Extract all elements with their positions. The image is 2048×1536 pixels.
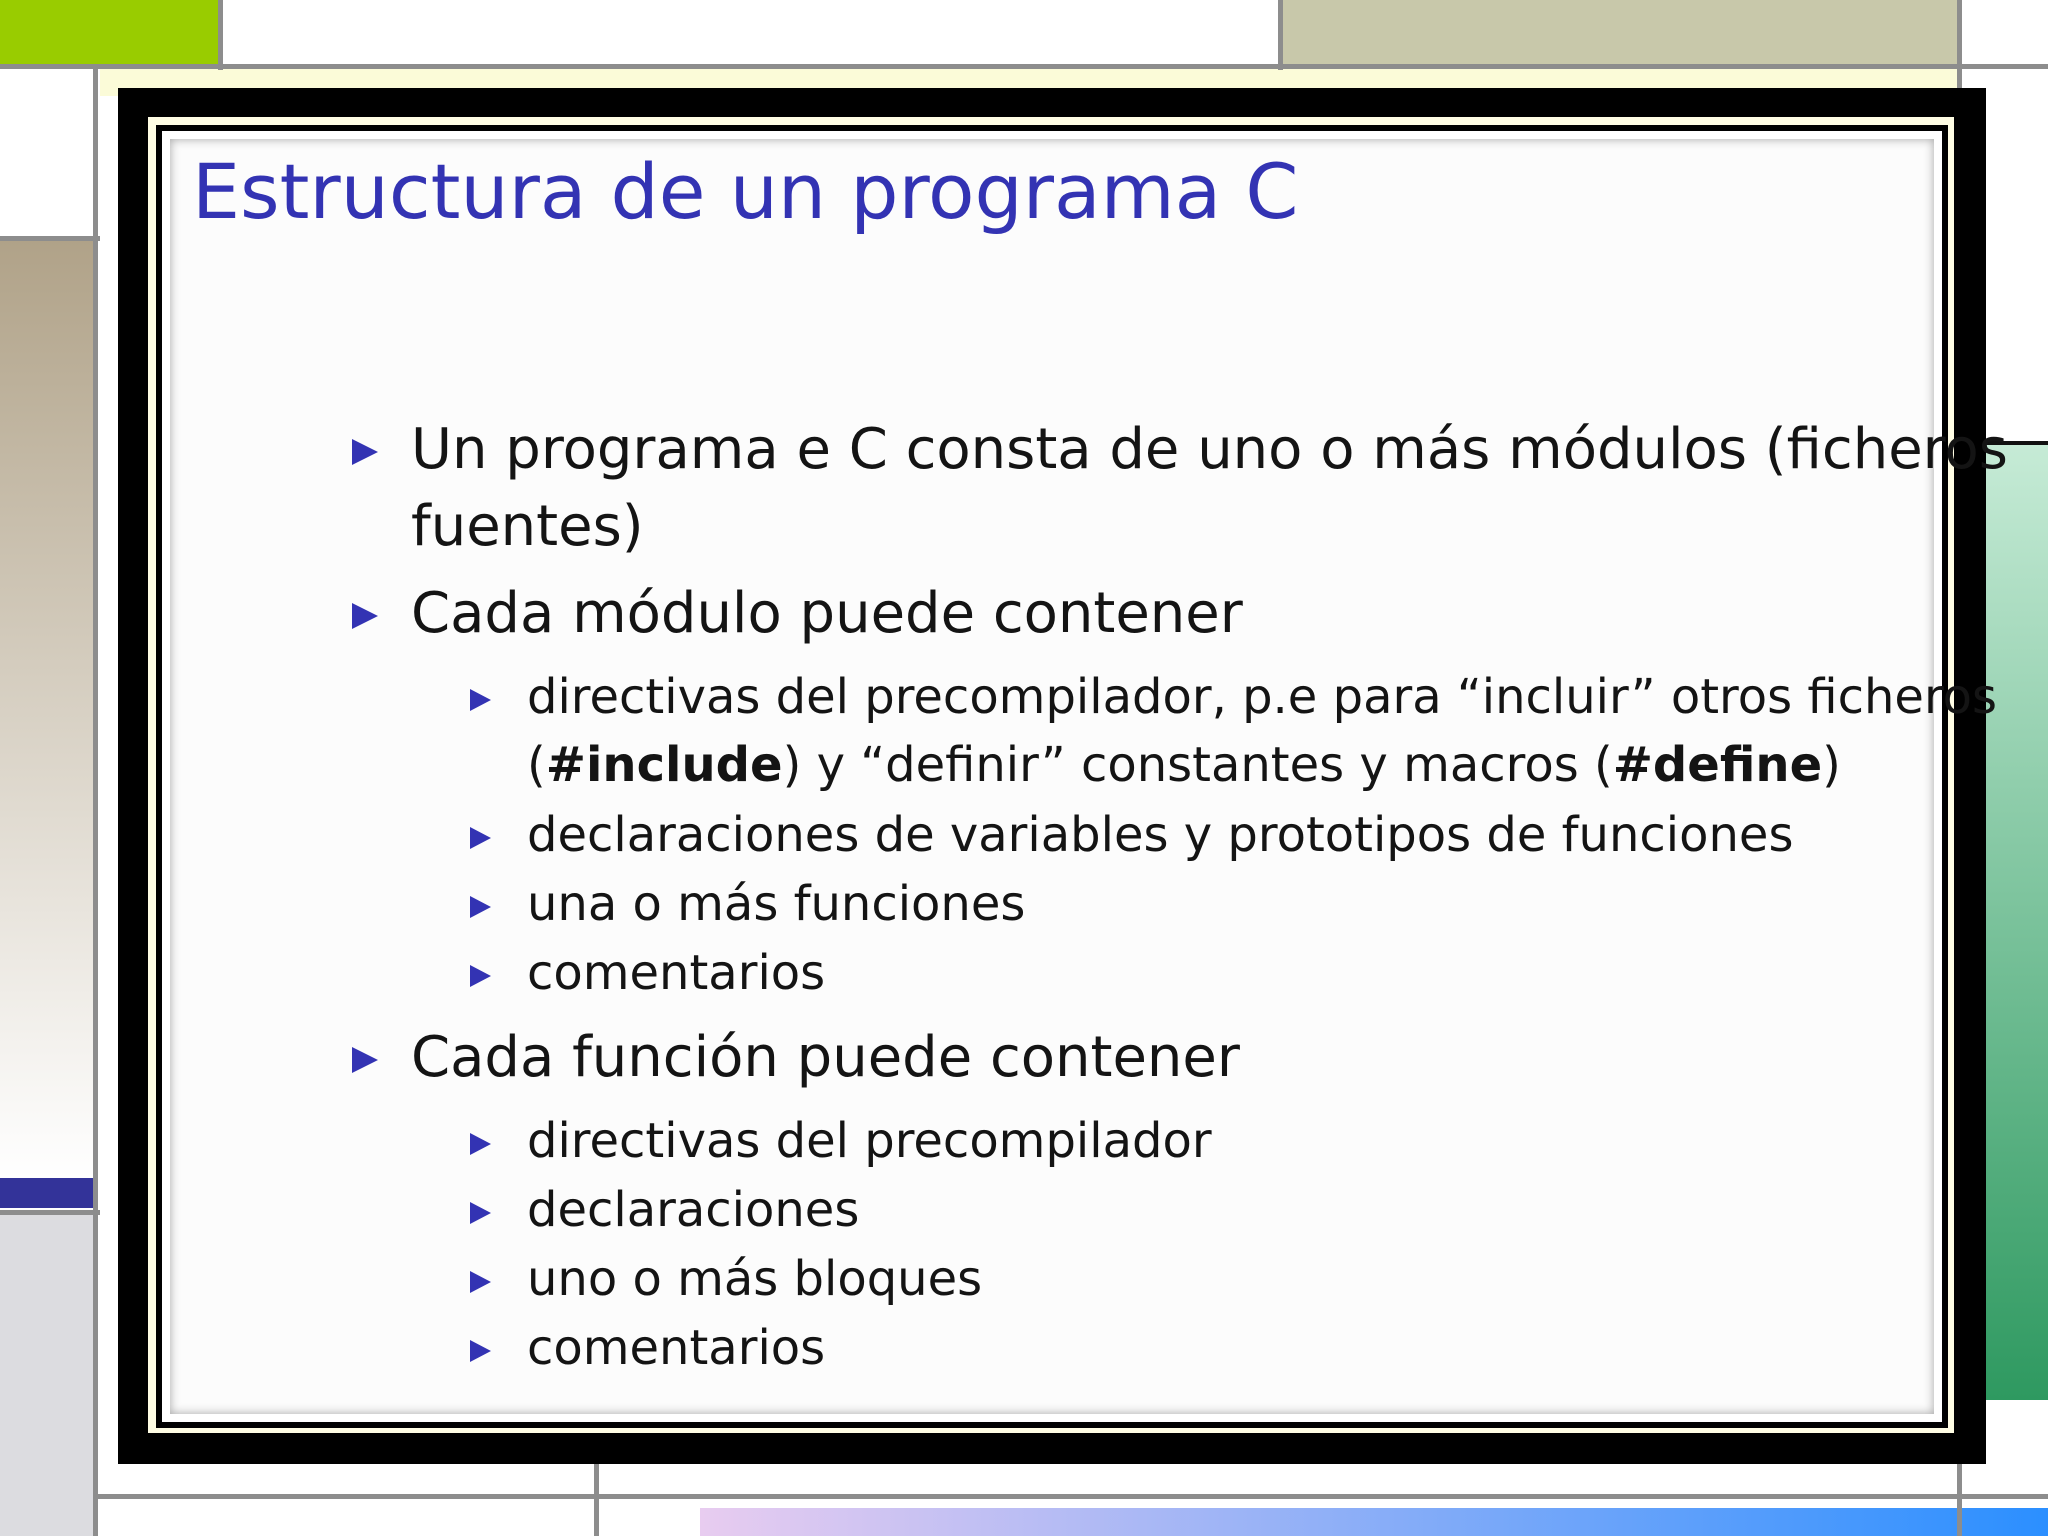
triangle-bullet-icon <box>470 827 491 849</box>
grid-line-left <box>93 64 98 1536</box>
list-item-text: una o más funciones <box>527 876 1026 932</box>
list-item-text: comentarios <box>527 1320 826 1376</box>
grid-line-left-2 <box>0 1210 100 1215</box>
triangle-bullet-icon <box>352 603 378 629</box>
list-item-text: Cada módulo puede contener <box>411 581 1243 646</box>
triangle-bullet-icon <box>470 896 491 918</box>
bg-gray-block <box>0 1214 96 1536</box>
bg-green-gradient <box>1984 444 2048 1400</box>
bg-purple-gradient <box>700 1508 2048 1536</box>
grid-line-top-b <box>1278 0 1283 70</box>
include-keyword: #include <box>545 737 783 793</box>
bg-green-block <box>0 0 220 66</box>
list-item-text: Un programa e C consta de uno o más módulos (ficheros <box>411 417 2008 482</box>
grid-line-top-a <box>218 0 223 70</box>
paren-open: ( <box>527 737 546 793</box>
slide-title: Estructura de un programa C <box>192 147 1299 236</box>
list-item-text: declaraciones de variables y prototipos de funciones <box>527 807 1794 863</box>
define-keyword: #define <box>1612 737 1823 793</box>
list-item-text: Cada función puede contener <box>411 1025 1240 1090</box>
triangle-bullet-icon <box>470 689 491 711</box>
triangle-bullet-icon <box>352 439 378 465</box>
triangle-bullet-icon <box>470 1133 491 1155</box>
triangle-bullet-icon <box>470 1202 491 1224</box>
triangle-bullet-icon <box>470 1271 491 1293</box>
bg-khaki-block <box>1280 0 1958 66</box>
list-item-text: comentarios <box>527 945 826 1001</box>
triangle-bullet-icon <box>470 1340 491 1362</box>
grid-line-left-1 <box>0 236 100 241</box>
bullet-list <box>170 139 2008 1414</box>
triangle-bullet-icon <box>470 965 491 987</box>
bg-blue-stripe <box>0 1178 96 1208</box>
grid-line-bottom <box>96 1494 2048 1499</box>
list-item-text-cont <box>527 737 1841 793</box>
list-item-text: uno o más bloques <box>527 1251 983 1307</box>
slide <box>170 139 2008 1414</box>
paren-close: ) <box>1822 737 1841 793</box>
list-item-text: declaraciones <box>527 1182 860 1238</box>
list-item-text-cont: fuentes) <box>411 494 644 559</box>
triangle-bullet-icon <box>352 1047 378 1073</box>
grid-line-top <box>0 64 2048 69</box>
bg-tan-gradient <box>0 238 96 1178</box>
list-item-text: directivas del precompilador <box>527 1113 1212 1169</box>
middle-text: ) y “definir” constantes y macros ( <box>782 737 1613 793</box>
list-item-text: directivas del precompilador, p.e para “incluir” otros ficheros <box>527 669 1997 725</box>
